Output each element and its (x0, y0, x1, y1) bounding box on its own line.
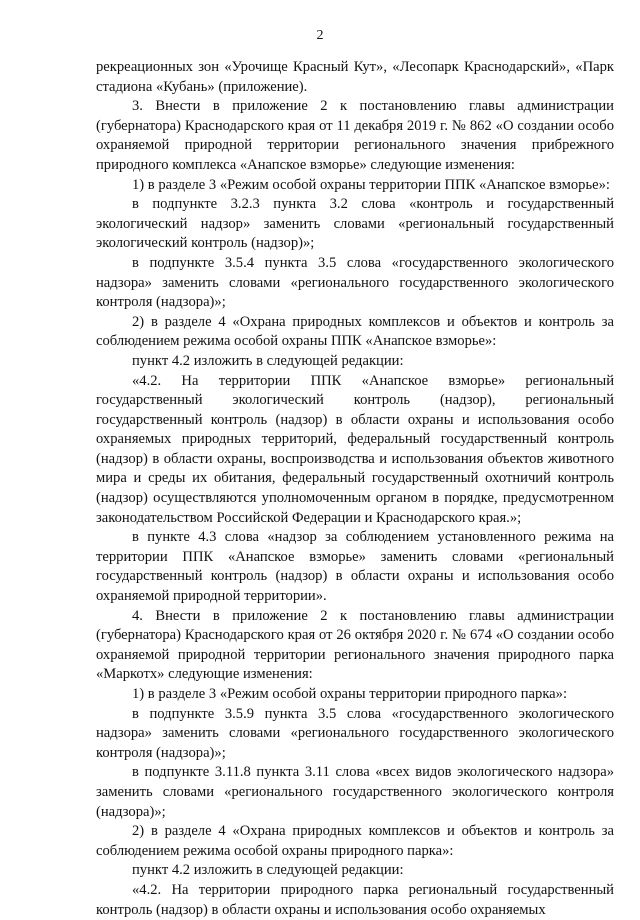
page-number: 2 (316, 28, 324, 43)
paragraph-amendment: в подпункте 3.5.9 пункта 3.5 слова «государственного экологического надзора» заменить словами «регионального государственного экологического контроля (надзора)»; (96, 705, 614, 761)
paragraph-subitem-2: 2) в разделе 4 «Охрана природных комплексов и объектов и контроль за соблюдением режима особой охраны природного парка»: (96, 823, 614, 859)
document-body (96, 58, 614, 920)
paragraph-amendment: в подпункте 3.5.4 пункта 3.5 слова «государственного экологического надзора» заменить словами «регионального государственного экологического контроля (надзора)»; (96, 254, 614, 311)
paragraph-instruction: пункт 4.2 изложить в следующей редакции: (132, 862, 404, 879)
paragraph-item-3: 3. Внести в приложение 2 к постановлению главы администрации (губернатора) Краснодарского края от 11 декабря 2019 г. № 862 «О создании особо охраняемой природной территории регионального значения прибрежного природного комплекса «Анапское взморье» следующие изменения: (96, 98, 614, 173)
paragraph-continuation: рекреационных зон «Урочище Красный Кут», «Лесопарк Краснодарский», «Парк стадиона «Кубань» (приложение). (96, 59, 614, 95)
paragraph-subitem-1: 1) в разделе 3 «Режим особой охраны территории природного парка»: (132, 686, 568, 702)
paragraph-amendment: в подпункте 3.2.3 пункта 3.2 слова «контроль и государственный экологический надзор» заменить словами «региональный государственный экологический контроль (надзор)»; (96, 196, 614, 252)
paragraph-amendment: в подпункте 3.11.8 пункта 3.11 слова «всех видов экологического надзора» заменить словами «регионального государственного экологического контроля (надзора)»; (96, 764, 614, 820)
paragraph-subitem-2: 2) в разделе 4 «Охрана природных комплексов и объектов и контроль за соблюдением режима особой охраны ППК «Анапское взморье»: (96, 313, 614, 350)
paragraph-amendment: в пункте 4.3 слова «надзор за соблюдением установленного режима на территории ППК «Анапское взморье» заменить словами «региональный государственный контроль (надзор) в области охраны и использования особо охраняемой природной территории». (96, 529, 614, 605)
paragraph-subitem-1: 1) в разделе 3 «Режим особой охраны территории ППК «Анапское взморье»: (132, 176, 610, 193)
paragraph-quoted-text: «4.2. На территории ППК «Анапское взморье» региональный государственный экологический контроль (надзор), региональный государственный контроль (надзор) в области охраны и использования особо охраняемых природных территорий, федеральный государственный контроль (надзор) в области охраны, воспроизводства и использования объектов животного мира и среды их обитания, федеральный государственный охотничий контроль (надзор) осуществляются уполномоченным органом в порядке, предусмотренном законодательством Российской Федерации и Краснодарского края.»; (96, 372, 614, 526)
paragraph-instruction: пункт 4.2 изложить в следующей редакции: (132, 352, 404, 369)
paragraph-quoted-text: «4.2. На территории природного парка региональный государственный контроль (надзор) в области охраны и использования особо охраняемых (96, 881, 614, 918)
paragraph-item-4: 4. Внести в приложение 2 к постановлению главы администрации (губернатора) Краснодарского края от 26 октября 2020 г. № 674 «О создании особо охраняемой природной территории регионального значения природного парка «Маркотх» следующие изменения: (96, 607, 614, 683)
